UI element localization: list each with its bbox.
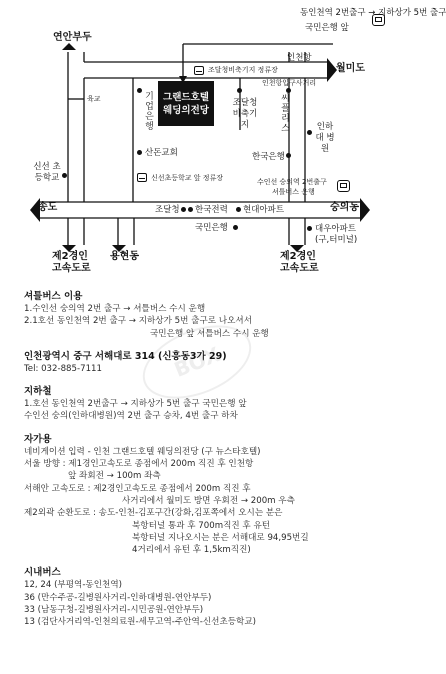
- subway-icon: [372, 14, 385, 26]
- inha-marker: [307, 130, 312, 135]
- car-ring-2: 북항터널 통과 후 700m직진 후 유턴: [132, 520, 271, 531]
- shuttle-line-1: 1.수인선 숭의역 2번 출구 → 셔틀버스 수시 운행: [24, 304, 206, 314]
- top-right-bank: 국민은행 앞: [305, 23, 349, 33]
- car-ring-4: 4거리에서 유턴 후 1,5km직진): [132, 545, 251, 556]
- label-gyeongin-right: 제2경인: [280, 251, 316, 262]
- hotel-name: 그랜드호텔: [163, 91, 209, 103]
- label-kookmin: 국민은행: [195, 223, 228, 233]
- hotel-marker[interactable]: [158, 81, 214, 126]
- label-incheon-port: 인천항: [287, 53, 312, 63]
- shuttle-line-2: 2.1호선 동인천역 2번 출구 → 지하상가 5번 출구로 나오셔서: [24, 316, 252, 327]
- bank-marker: [137, 88, 142, 93]
- kookmin-marker: [233, 225, 238, 230]
- bus-stop-icon: [137, 173, 147, 182]
- ssipl-marker: [286, 88, 291, 93]
- subway-title: 지하철: [24, 386, 52, 398]
- subway-line-1: 1.호선 동인천역 2번출구 → 지하상가 5번 출구 국민은행 앞: [24, 399, 247, 410]
- label-gyeongin-left-b: 고속도로: [52, 263, 91, 274]
- label-jodal-storage: 조달청 비축기지: [232, 98, 258, 130]
- bus-route-3: 33 (남동구청-길병원사거리-시민공원-연안부두): [24, 605, 204, 616]
- label-daewoo-old: (구,터미널): [315, 235, 358, 245]
- label-seunguidong: 숭의동: [330, 202, 359, 213]
- location-map: [0, 0, 446, 282]
- station-icon: [337, 180, 350, 192]
- shuttle-title: 셔틀버스 이용: [24, 291, 83, 302]
- bus-route-4: 13 (검단사거리역-인천의료원-세무고역-주안역-신선초등학교): [24, 617, 257, 628]
- car-title: 자가용: [24, 433, 52, 445]
- label-overpass: 육교: [87, 95, 101, 103]
- car-seoul-1: 서울 방향 : 제1경인고속도로 종점에서 200m 직진 후 인천항: [24, 459, 254, 470]
- bus-title: 시내버스: [24, 567, 61, 579]
- church-marker: [137, 150, 142, 155]
- bus-icon: [194, 66, 204, 75]
- label-gyeongin-right-b: 고속도로: [280, 263, 319, 274]
- top-right-route: 동인천역 2번출구 → 지하상가 5번 출구: [300, 8, 446, 18]
- kepco-marker: [188, 207, 193, 212]
- label-sinseon-school: 신선 초등학교: [33, 162, 61, 183]
- watermark: BOX: [132, 311, 262, 413]
- label-shuttle: 셔틀버스 운행: [272, 188, 315, 196]
- car-west-2: 사거리에서 월미도 방면 우회전 → 200m 우측: [122, 495, 295, 506]
- bus-route-2: 36 (만수주공-길병원사거리-인하대병원-연안부두): [24, 592, 212, 603]
- car-ring-1: 제2외곽 순환도로 : 송도-인천-김포구간(강화,김포쪽에서 오시는 분은: [24, 508, 283, 519]
- bus-route-1: 12, 24 (부평역-동인천역): [24, 580, 122, 591]
- label-yeonan: 연안부두: [53, 32, 92, 43]
- label-wolmido: 월미도: [336, 63, 365, 74]
- hotel-subtitle: 웨딩의전당: [163, 104, 209, 116]
- label-hyundai: 현대아파트: [243, 205, 285, 215]
- label-sinseon-station: 수인선 승의역 2번출구: [257, 178, 327, 186]
- label-bok: 한국은행: [252, 152, 285, 162]
- shuttle-line-3: 국민은행 앞 셔틀버스 수시 운행: [150, 328, 269, 339]
- label-inha-hospital: 인하대 병원: [315, 122, 335, 154]
- label-yonghyeon: 용현동: [110, 251, 139, 262]
- label-ibk: 기업은행: [145, 92, 154, 132]
- subway-line-2: 수인선 숭의(인하대병원)역 2번 출구 승차, 4번 출구 하차: [24, 411, 238, 422]
- label-daewoo: 대우아파트: [315, 224, 357, 234]
- label-gyeongin-left: 제2경인: [52, 251, 88, 262]
- label-school-bus-stop: 신선초등학교 앞 정류장: [151, 174, 224, 182]
- label-kepco: 한국전력: [195, 205, 228, 215]
- telephone[interactable]: Tel: 032-885-7111: [24, 363, 102, 374]
- hyundai-marker: [236, 207, 241, 212]
- bok-marker: [286, 153, 291, 158]
- daewoo-marker: [307, 226, 312, 231]
- label-bus-stop: 조달청비축기지 정류장: [208, 66, 278, 74]
- school-marker: [62, 173, 67, 178]
- procurement-marker: [181, 207, 186, 212]
- car-navigation: 네비게이션 입력 - 인천 그랜드호텔 웨딩의전당 (구 뉴스타호텔): [24, 446, 261, 457]
- label-procurement: 조달청: [155, 205, 180, 215]
- address: 인천광역시 중구 서해대로 314 (신흥동3가 29): [24, 350, 227, 362]
- label-songdo: 송도: [38, 202, 58, 213]
- directions-info: [24, 290, 394, 629]
- label-church: 산돈교회: [145, 148, 178, 158]
- label-ssipl: 씨플리스: [281, 94, 290, 134]
- car-seoul-2: 앞 좌회전 → 100m 좌측: [68, 471, 161, 482]
- label-intersection: 인천항입구사거리: [262, 79, 317, 87]
- jodal-marker: [237, 88, 242, 93]
- car-west-1: 서해안 고속도로 : 제2경인고속도로 종점에서 200m 직진 후: [24, 483, 251, 494]
- car-ring-3: 북항터널 지나오시는 분은 서해대로 94,95번길: [132, 532, 309, 543]
